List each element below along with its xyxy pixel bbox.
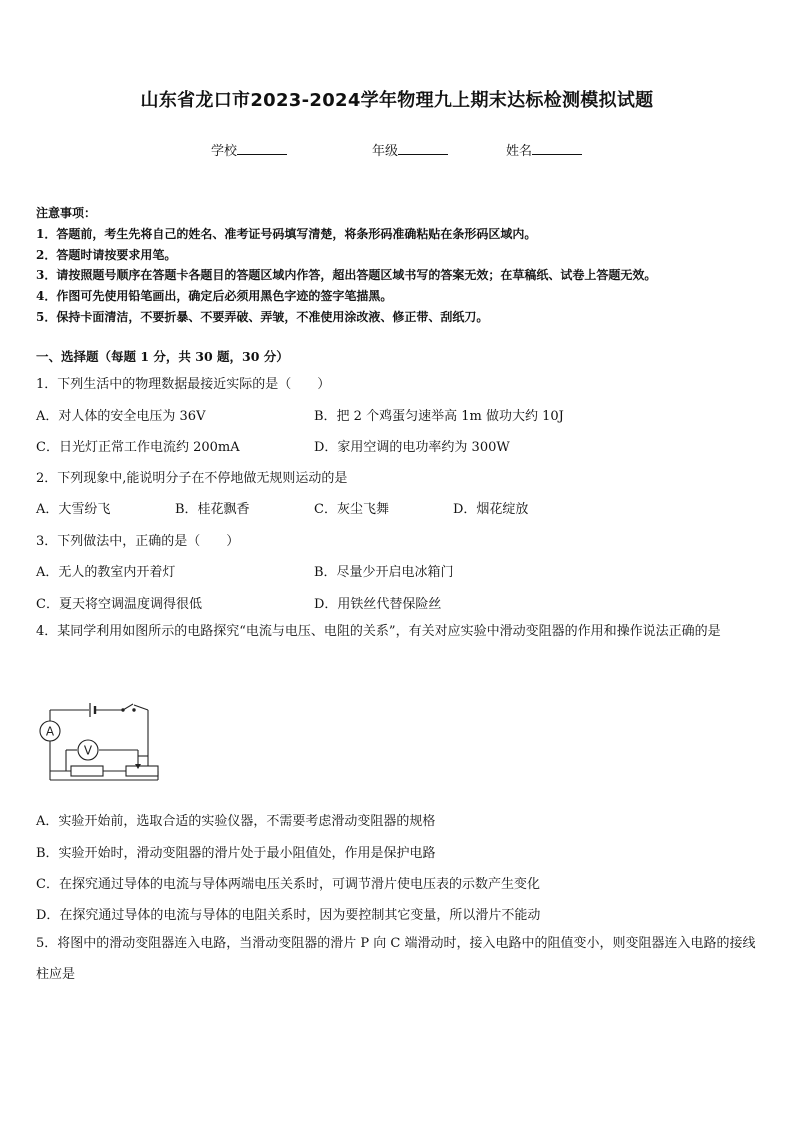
- name-field[interactable]: [506, 140, 582, 159]
- note-item: 3．请按照题号顺序在答题卡各题目的答题区域内作答，超出答题区域书写的答案无效；在草稿纸、试卷上答题无效。: [36, 268, 657, 283]
- name-label: 姓名: [506, 144, 533, 159]
- notes-block: [36, 203, 656, 328]
- question-4-option-d[interactable]: D．在探究通过导体的电流与导体的电阻关系时，因为要控制其它变量，所以滑片不能动: [36, 908, 541, 923]
- ammeter-label: A: [45, 724, 55, 739]
- grade-field[interactable]: [372, 140, 448, 159]
- grade-blank[interactable]: [398, 141, 448, 155]
- question-5-stem: 5．将图中的滑动变阻器连入电路，当滑动变阻器的滑片 P 向 C 端滑动时，接入电路中的阻值变小，则变阻器连入电路的接线柱应是: [36, 936, 756, 982]
- rheostat-icon: [126, 766, 158, 776]
- note-item: 4．作图可先使用铅笔画出，确定后必须用黑色字迹的签字笔描黑。: [36, 289, 393, 304]
- question-3-option-d[interactable]: D．用铁丝代替保险丝: [314, 597, 442, 612]
- question-3-option-b[interactable]: B．尽量少开启电冰箱门: [314, 565, 454, 580]
- question-2-option-d[interactable]: D．烟花绽放: [453, 502, 529, 517]
- circuit-diagram: [36, 700, 160, 784]
- question-1-option-a[interactable]: A．对人体的安全电压为 36V: [36, 409, 206, 424]
- student-info-row: [0, 140, 794, 160]
- question-2-stem: 2．下列现象中,能说明分子在不停地做无规则运动的是: [36, 471, 348, 486]
- question-4-option-c[interactable]: C．在探究通过导体的电流与导体两端电压关系时，可调节滑片使电压表的示数产生变化: [36, 877, 540, 892]
- question-1-option-b[interactable]: B．把 2 个鸡蛋匀速举高 1m 做功大约 10J: [314, 409, 564, 424]
- section-heading: 一、选择题（每题 1 分，共 30 题，30 分）: [36, 349, 289, 364]
- question-2-option-b[interactable]: B．桂花飘香: [175, 502, 250, 517]
- question-1-option-d[interactable]: D．家用空调的电功率约为 300W: [314, 440, 510, 455]
- name-blank[interactable]: [532, 141, 582, 155]
- question-3-option-c[interactable]: C．夏天将空调温度调得很低: [36, 597, 202, 612]
- school-blank[interactable]: [237, 141, 287, 155]
- question-4-option-b[interactable]: B．实验开始时，滑动变阻器的滑片处于最小阻值处，作用是保护电路: [36, 846, 436, 861]
- voltmeter-label: V: [83, 743, 93, 758]
- page-title: 山东省龙口市2023-2024学年物理九上期末达标检测模拟试题: [140, 90, 654, 111]
- school-label: 学校: [211, 144, 238, 159]
- school-field[interactable]: [211, 140, 287, 159]
- question-3-stem: 3．下列做法中，正确的是（ ）: [36, 534, 240, 549]
- note-item: 5．保持卡面清洁，不要折暴、不要弄破、弄皱，不准使用涂改液、修正带、刮纸刀。: [36, 309, 489, 324]
- note-item: 1．答题前，考生先将自己的姓名、准考证号码填写清楚，将条形码准确粘贴在条形码区域内。: [36, 226, 537, 241]
- question-1-stem: 1．下列生活中的物理数据最接近实际的是（ ）: [36, 377, 331, 392]
- fixed-resistor-icon: [71, 766, 103, 776]
- question-3-option-a[interactable]: A．无人的教室内开着灯: [36, 565, 176, 580]
- question-2-option-a[interactable]: A．大雪纷飞: [36, 502, 111, 517]
- voltmeter-icon: [78, 740, 98, 760]
- switch-icon: [121, 704, 135, 712]
- question-4-stem: 4．某同学利用如图所示的电路探究“电流与电压、电阻的关系”，有关对应实验中滑动变阻器的作用和操作说法正确的是: [36, 624, 721, 639]
- grade-label: 年级: [372, 144, 399, 159]
- question-2-option-c[interactable]: C．灰尘飞舞: [314, 502, 389, 517]
- ammeter-icon: [40, 721, 60, 741]
- battery-icon: [90, 703, 95, 717]
- question-4-option-a[interactable]: A．实验开始前，选取合适的实验仪器，不需要考虑滑动变阻器的规格: [36, 814, 436, 829]
- note-item: 2．答题时请按要求用笔。: [36, 247, 177, 262]
- notes-heading: 注意事项：: [36, 206, 97, 220]
- question-1-option-c[interactable]: C．日光灯正常工作电流约 200mA: [36, 440, 240, 455]
